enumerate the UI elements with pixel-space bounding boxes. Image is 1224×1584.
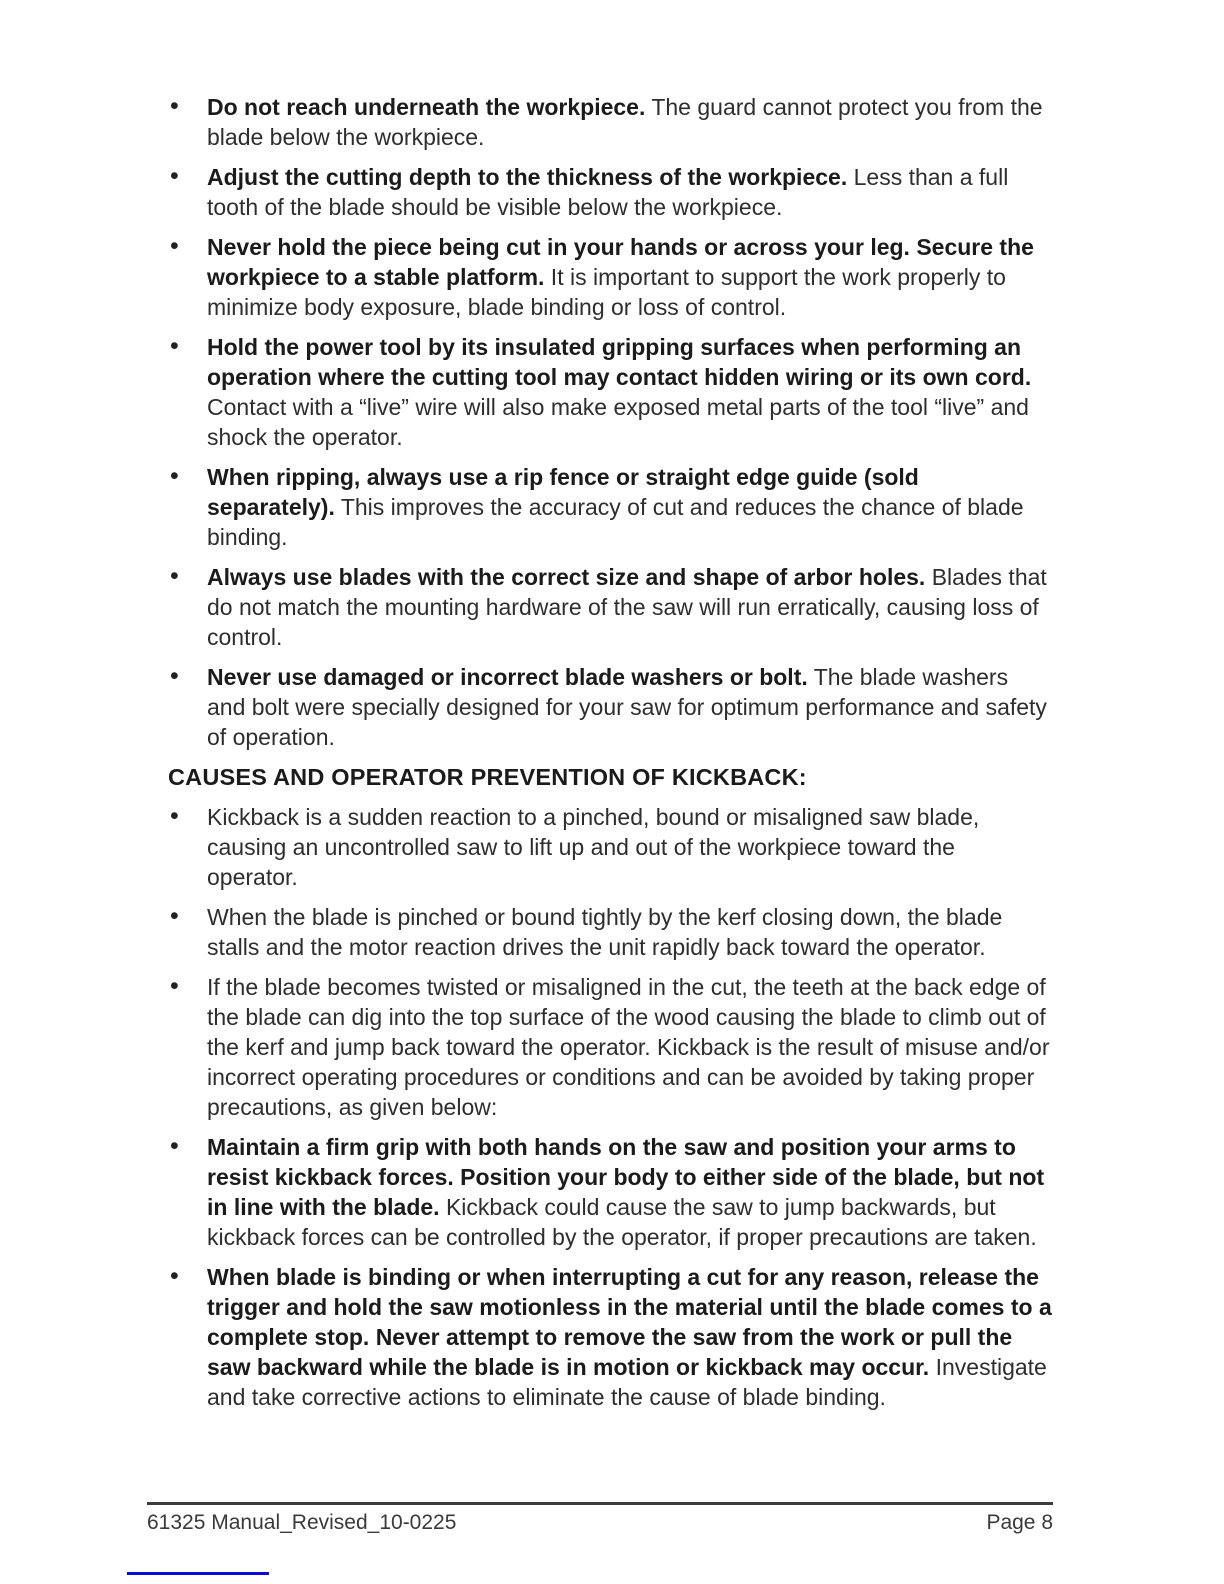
footer-doc-id: 61325 Manual_Revised_10-0225 xyxy=(147,1511,457,1534)
warning-body-text: The guard cannot protect you from the blade below the workpiece. xyxy=(207,94,1043,150)
list-item xyxy=(168,802,1052,892)
section-heading: CAUSES AND OPERATOR PREVENTION OF KICKBACK: xyxy=(168,764,807,790)
warning-body-text: Investigate and take corrective actions to eliminate the cause of blade binding. xyxy=(207,1354,1047,1410)
warning-body-text: Kickback is a sudden reaction to a pinched, bound or misaligned saw blade, causing an uncontrolled saw to lift up and out of the workpiece toward the operator. xyxy=(207,804,980,890)
warning-lead-text: Hold the power tool by its insulated gripping surfaces when performing an operation where the cutting tool may contact hidden wiring or its own cord. xyxy=(207,334,1032,390)
warning-body-text: This improves the accuracy of cut and reduces the chance of blade binding. xyxy=(207,494,1024,550)
footer-row xyxy=(147,1511,1053,1535)
warning-body-text: Contact with a “live” wire will also make exposed metal parts of the tool “live” and shock the operator. xyxy=(207,394,1029,450)
link-underline[interactable] xyxy=(127,1572,269,1575)
bullet-icon: • xyxy=(170,1132,179,1160)
bullet-icon: • xyxy=(170,462,179,490)
bullet-icon: • xyxy=(170,902,179,930)
bullet-icon: • xyxy=(170,162,179,190)
list-item xyxy=(168,972,1052,1122)
warning-body-text: The blade washers and bolt were specially designed for your saw for optimum performance and safety of operation. xyxy=(207,664,1047,750)
bullet-icon: • xyxy=(170,92,179,120)
bullet-icon: • xyxy=(170,562,179,590)
footer-rule xyxy=(147,1502,1053,1505)
warning-body-text: It is important to support the work properly to minimize body exposure, blade binding or loss of control. xyxy=(207,264,1006,320)
list-item xyxy=(168,662,1052,752)
list-item xyxy=(168,232,1052,322)
safety-warnings-list xyxy=(168,92,1052,752)
warning-body-text: Blades that do not match the mounting hardware of the saw will run erratically, causing loss of control. xyxy=(207,564,1047,650)
list-item xyxy=(168,462,1052,552)
kickback-prevention-list xyxy=(168,802,1052,1412)
warning-lead-text: Do not reach underneath the workpiece. xyxy=(207,94,646,120)
warning-body-text: When the blade is pinched or bound tightly by the kerf closing down, the blade stalls and the motor reaction drives the unit rapidly back toward the operator. xyxy=(207,904,1003,960)
warning-lead-text: When ripping, always use a rip fence or straight edge guide (sold separately). xyxy=(207,464,919,520)
warning-lead-text: When blade is binding or when interrupting a cut for any reason, release the trigger and hold the saw motionless in the material until the blade comes to a complete stop. Never attempt to remove the saw from the work or pull the saw backward while the blade is in motion or kickback may occur. xyxy=(207,1264,1052,1380)
warning-lead-text: Adjust the cutting depth to the thickness of the workpiece. xyxy=(207,164,848,190)
list-item xyxy=(168,1262,1052,1412)
footer-page-number: Page 8 xyxy=(986,1511,1053,1534)
warning-lead-text: Never use damaged or incorrect blade washers or bolt. xyxy=(207,664,808,690)
warning-lead-text: Maintain a firm grip with both hands on the saw and position your arms to resist kickback forces. Position your body to either side of the blade, but not in line with the blade. xyxy=(207,1134,1045,1220)
warning-lead-text: Never hold the piece being cut in your hands or across your leg. Secure the workpiece to a stable platform. xyxy=(207,234,1034,290)
page-footer xyxy=(147,1502,1053,1535)
warning-body-text: If the blade becomes twisted or misaligned in the cut, the teeth at the back edge of the blade can dig into the top surface of the wood causing the blade to climb out of the kerf and jump back toward the operator. Kickback is the result of misuse and/or incorrect operating procedures or conditions and can be avoided by taking proper precautions, as given below: xyxy=(207,974,1050,1120)
list-item xyxy=(168,562,1052,652)
bullet-icon: • xyxy=(170,1262,179,1290)
bullet-icon: • xyxy=(170,662,179,690)
bullet-icon: • xyxy=(170,332,179,360)
list-item xyxy=(168,902,1052,962)
list-item xyxy=(168,332,1052,452)
bullet-icon: • xyxy=(170,802,179,830)
warning-lead-text: Always use blades with the correct size and shape of arbor holes. xyxy=(207,564,926,590)
bullet-icon: • xyxy=(170,232,179,260)
list-item xyxy=(168,92,1052,152)
list-item xyxy=(168,1132,1052,1252)
warning-body-text: Less than a full tooth of the blade should be visible below the workpiece. xyxy=(207,164,1009,220)
warning-body-text: Kickback could cause the saw to jump backwards, but kickback forces can be controlled by the operator, if proper precautions are taken. xyxy=(207,1194,1037,1250)
bullet-icon: • xyxy=(170,972,179,1000)
list-item xyxy=(168,162,1052,222)
page-content xyxy=(168,92,1052,1422)
